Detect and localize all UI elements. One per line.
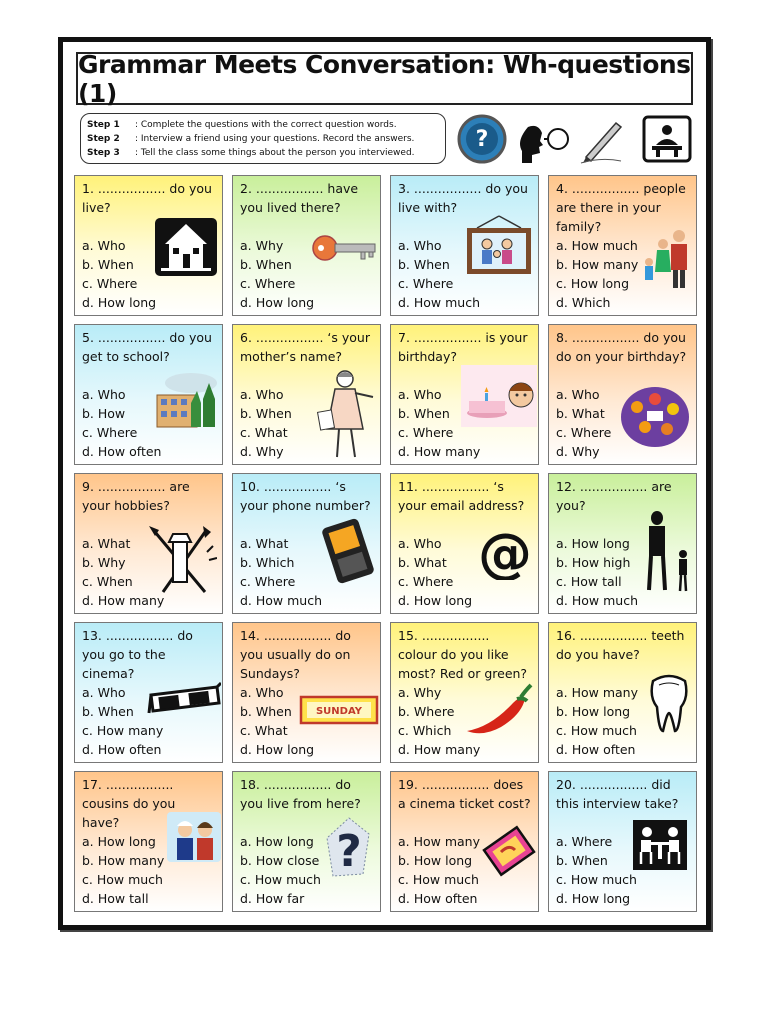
question-text: 4. ................. people are there in your family? — [556, 181, 686, 234]
option: b. When — [398, 406, 450, 421]
question-text: 9. ................. are your hobbies? — [82, 479, 190, 513]
option: a. What — [82, 536, 131, 551]
question-text: 18. ................. do you live from here? — [240, 777, 361, 811]
question-card — [232, 622, 381, 763]
option: c. When — [82, 574, 133, 589]
option: b. Which — [240, 555, 295, 570]
step-text: : Interview a friend using your questions. Record the answers. — [135, 134, 415, 144]
question-card — [232, 175, 381, 316]
question-card — [548, 175, 697, 316]
question-text: 19. ................. does a cinema ticket cost? — [398, 777, 531, 811]
tooth-icon — [647, 673, 691, 735]
option: a. Who — [398, 536, 442, 551]
instructions-box — [80, 113, 446, 164]
option: a. Who — [82, 238, 126, 253]
option: d. How many — [398, 742, 481, 757]
option: d. Which — [556, 295, 611, 310]
option: c. How much — [556, 723, 637, 738]
question-card — [390, 473, 539, 614]
step-label: Step 2 — [87, 134, 120, 144]
question-card — [74, 324, 223, 465]
speaking-head-icon — [520, 126, 568, 163]
option: c. Where — [240, 276, 296, 291]
question-text: 1. ................. do you live? — [82, 181, 212, 215]
question-card — [390, 175, 539, 316]
option: c. How much — [82, 872, 163, 887]
option: a. Why — [240, 238, 284, 253]
option: c. Where — [82, 425, 138, 440]
option: a. Who — [82, 387, 126, 402]
school-building-icon — [151, 369, 221, 433]
option: c. How much — [240, 872, 321, 887]
option: d. How much — [240, 593, 323, 608]
option: a. How many — [556, 685, 639, 700]
family-picture-icon — [463, 214, 535, 276]
question-card — [548, 622, 697, 763]
chili-pepper-icon — [461, 681, 537, 737]
option: a. How many — [398, 834, 481, 849]
option: b. What — [556, 406, 605, 421]
question-text: 8. ................. do you do on your birthday? — [556, 330, 687, 364]
option: c. How many — [82, 723, 164, 738]
option: b. How close — [240, 853, 320, 868]
option: a. Who — [398, 387, 442, 402]
question-grid — [74, 175, 699, 915]
option: d. How tall — [82, 891, 149, 906]
option: b. How many — [82, 853, 165, 868]
family-people-icon — [641, 228, 693, 290]
question-text: 7. ................. is your birthday? — [398, 330, 528, 364]
option: a. Who — [398, 238, 442, 253]
option: b. When — [240, 406, 292, 421]
question-card — [74, 622, 223, 763]
option: b. When — [82, 257, 134, 272]
option: a. Where — [556, 834, 613, 849]
question-card — [232, 324, 381, 465]
option: d. How much — [398, 295, 481, 310]
option: d. How often — [398, 891, 478, 906]
question-mark-icon — [323, 816, 375, 880]
svg-text:@: @ — [478, 526, 532, 580]
option: a. Who — [82, 685, 126, 700]
question-text: 13. ................. do you go to the cinema? — [82, 628, 193, 681]
title-box — [76, 49, 693, 108]
option: d. How often — [556, 742, 636, 757]
party-icon — [617, 379, 693, 451]
option: c. Where — [556, 425, 612, 440]
question-card — [390, 622, 539, 763]
option: d. How long — [398, 593, 473, 608]
option: b. Why — [82, 555, 126, 570]
option: a. What — [240, 536, 289, 551]
option: d. How far — [240, 891, 305, 906]
option: d. How many — [82, 593, 165, 608]
option: d. How long — [240, 742, 315, 757]
option: a. How long — [240, 834, 314, 849]
question-text: 14. ................. do you usually do on Sundays? — [240, 628, 351, 681]
interview-icon — [631, 818, 689, 872]
option: c. Where — [240, 574, 296, 589]
option: b. When — [556, 853, 608, 868]
question-card — [74, 771, 223, 912]
option: c. Where — [398, 574, 454, 589]
question-text: 16. ................. teeth do you have? — [556, 628, 685, 662]
step-row — [87, 146, 439, 160]
svg-text:?: ? — [475, 127, 489, 152]
option: b. How — [82, 406, 126, 421]
option: b. How many — [556, 257, 639, 272]
question-text: 12. ................. are you? — [556, 479, 672, 513]
paint-brushes-icon — [145, 522, 217, 602]
question-text: 10. ................. ‘s your phone number? — [240, 479, 371, 513]
step-text: : Complete the questions with the correct question words. — [135, 120, 397, 130]
page-title: Grammar Meets Conversation: Wh-questions (1) — [78, 49, 691, 108]
question-card — [548, 771, 697, 912]
step-row — [87, 118, 439, 132]
option: b. When — [240, 704, 292, 719]
step-label: Step 3 — [87, 148, 120, 158]
option: c. Where — [398, 425, 454, 440]
option: b. What — [398, 555, 447, 570]
3d-glasses-icon — [147, 681, 221, 725]
question-text: 5. ................. do you get to school? — [82, 330, 212, 364]
question-text: 20. ................. did this interview take? — [556, 777, 679, 811]
question-text: 6. ................. ‘s your mother’s name? — [240, 330, 370, 364]
person-height-icon — [643, 510, 693, 594]
cousins-icon — [167, 812, 221, 862]
option: d. Why — [240, 444, 284, 459]
svg-text:?: ? — [336, 826, 362, 877]
question-text: 15. ................. colour do you like most? Red or green? — [398, 628, 528, 681]
sunday-sign-text: SUNDAY — [315, 706, 363, 717]
option: b. How long — [398, 853, 473, 868]
cinema-ticket-icon — [479, 822, 537, 882]
house-icon — [153, 216, 219, 278]
question-card — [548, 473, 697, 614]
key-icon — [311, 228, 377, 268]
option: b. When — [398, 257, 450, 272]
question-card — [232, 771, 381, 912]
option: b. How high — [556, 555, 631, 570]
question-text: 11. ................. ‘s your email address? — [398, 479, 525, 513]
option: d. How much — [556, 593, 639, 608]
header-icons — [456, 113, 696, 165]
birthday-cake-icon — [461, 365, 537, 427]
option: d. How often — [82, 742, 162, 757]
option: a. Who — [240, 387, 284, 402]
option: c. How tall — [556, 574, 622, 589]
option: c. How much — [398, 872, 479, 887]
option: a. How long — [82, 834, 156, 849]
option: c. How much — [556, 872, 637, 887]
question-card — [390, 771, 539, 912]
mobile-phone-icon — [319, 518, 377, 584]
option: b. When — [240, 257, 292, 272]
option: a. Who — [240, 685, 284, 700]
question-card — [232, 473, 381, 614]
step-label: Step 1 — [87, 120, 120, 130]
question-text: 2. ................. have you lived there? — [240, 181, 359, 215]
question-card — [74, 175, 223, 316]
mother-icon — [313, 369, 377, 461]
option: d. How long — [82, 295, 157, 310]
option: b. Where — [398, 704, 455, 719]
option: b. How long — [556, 704, 631, 719]
question-text: 3. ................. do you live with? — [398, 181, 528, 215]
option: c. Where — [398, 276, 454, 291]
option: b. When — [82, 704, 134, 719]
class-board-icon — [644, 117, 690, 161]
question-card — [390, 324, 539, 465]
option: d. Why — [556, 444, 600, 459]
option: a. Why — [398, 685, 442, 700]
question-card — [74, 473, 223, 614]
option: c. What — [240, 425, 288, 440]
option: d. How long — [240, 295, 315, 310]
question-card — [548, 324, 697, 465]
option: d. How often — [82, 444, 162, 459]
at-sign-icon — [477, 526, 533, 580]
option: c. Which — [398, 723, 452, 738]
option: a. How much — [556, 238, 638, 253]
option: c. Where — [82, 276, 138, 291]
option: a. Who — [556, 387, 600, 402]
option: d. How long — [556, 891, 631, 906]
sunday-sign-icon — [299, 695, 379, 725]
question-mark-icon — [459, 116, 505, 162]
pen-icon — [581, 123, 621, 163]
option: c. What — [240, 723, 288, 738]
step-text: : Tell the class some things about the person you interviewed. — [135, 148, 415, 158]
question-text: 17. ................. cousins do you have? — [82, 777, 176, 830]
step-row — [87, 132, 439, 146]
option: c. How long — [556, 276, 630, 291]
option: a. How long — [556, 536, 630, 551]
option: d. How many — [398, 444, 481, 459]
